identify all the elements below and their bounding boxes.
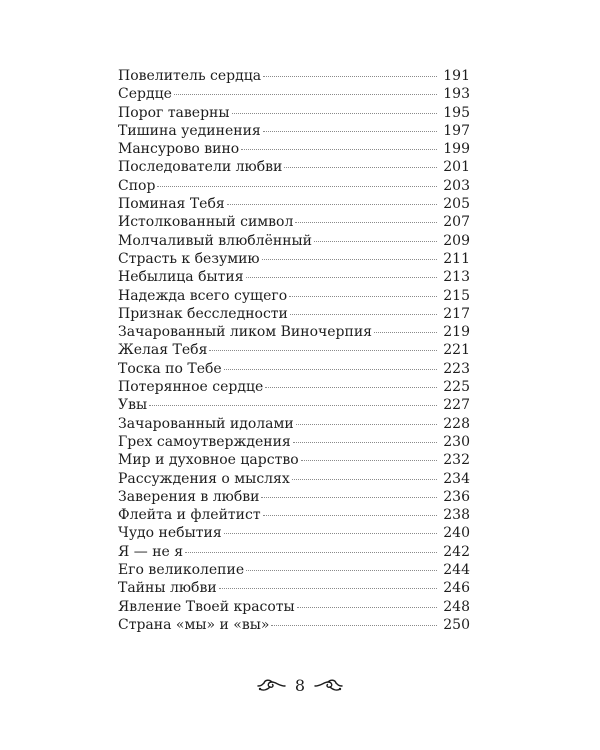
toc-entry-title: Заверения в любви: [118, 488, 260, 505]
toc-entry-title: Молчаливый влюблённый: [118, 232, 312, 249]
toc-entry[interactable]: [118, 341, 470, 359]
page-number: 8: [294, 676, 306, 695]
toc-entry-title: Зачарованный ликом Виночерпия: [118, 324, 372, 341]
toc-entry-page: 197: [443, 122, 470, 139]
toc-entry[interactable]: [118, 140, 470, 158]
toc-entry-page: 246: [443, 580, 470, 597]
toc-entry-page: 250: [443, 616, 470, 633]
toc-entry-page: 244: [443, 562, 470, 579]
toc-entry-title: Истолкованный символ: [118, 214, 294, 231]
leader-dots: [246, 277, 438, 278]
toc-entry-title: Порог таверны: [118, 104, 230, 121]
toc-entry-page: 230: [443, 433, 470, 450]
toc-entry[interactable]: [118, 305, 470, 323]
toc-entry[interactable]: [118, 195, 470, 213]
toc-entry-page: 227: [443, 397, 470, 414]
toc-entry-title: Страсть к безумию: [118, 250, 260, 267]
toc-entry[interactable]: [118, 213, 470, 231]
toc-entry-page: 236: [443, 488, 470, 505]
toc-entry-page: 201: [443, 159, 470, 176]
toc-entry-page: 191: [443, 68, 470, 84]
toc-entry-title: Страна «мы» и «вы»: [118, 616, 270, 633]
toc-entry[interactable]: [118, 158, 470, 176]
toc-entry[interactable]: [118, 451, 470, 469]
leader-dots: [224, 533, 438, 534]
toc-entry-title: Чудо небытия: [118, 525, 222, 542]
toc-entry-title: Его великолепие: [118, 562, 245, 579]
leader-dots: [261, 497, 437, 498]
leader-dots: [209, 350, 437, 351]
toc-entry-page: 242: [443, 543, 470, 560]
leader-dots: [262, 259, 438, 260]
toc-entry[interactable]: [118, 378, 470, 396]
toc-entry-page: 215: [443, 287, 470, 304]
toc-entry-title: Последователи любви: [118, 159, 283, 176]
leader-dots: [149, 405, 437, 406]
toc-entry-page: 238: [443, 507, 470, 524]
toc-entry-page: 228: [443, 415, 470, 432]
leader-dots: [290, 314, 437, 315]
toc-entry-page: 211: [443, 250, 470, 267]
toc-entry-title: Потерянное сердце: [118, 379, 264, 396]
toc-entry[interactable]: [118, 396, 470, 414]
leader-dots: [263, 131, 438, 132]
leader-dots: [293, 442, 438, 443]
toc-entry-title: Тоска по Тебе: [118, 360, 222, 377]
toc-entry-page: 203: [443, 177, 470, 194]
toc-entry-page: 223: [443, 360, 470, 377]
toc-entry[interactable]: [118, 85, 470, 103]
toc-entry[interactable]: [118, 360, 470, 378]
toc-entry-page: 209: [443, 232, 470, 249]
leader-dots: [232, 113, 438, 114]
toc-entry-page: 225: [443, 379, 470, 396]
leader-dots: [297, 607, 438, 608]
leader-dots: [241, 149, 437, 150]
toc-entry-title: Спор: [118, 177, 156, 194]
toc-entry[interactable]: [118, 433, 470, 451]
leader-dots: [224, 369, 438, 370]
leader-dots: [271, 625, 437, 626]
toc-entry[interactable]: [118, 67, 470, 85]
leader-dots: [292, 479, 437, 480]
leader-dots: [227, 204, 438, 205]
toc-entry[interactable]: [118, 415, 470, 433]
toc-entry[interactable]: [118, 268, 470, 286]
toc-entry-page: 213: [443, 269, 470, 286]
table-of-contents: [118, 67, 470, 634]
leader-dots: [263, 76, 437, 77]
page-footer: [0, 676, 600, 696]
toc-entry[interactable]: [118, 287, 470, 305]
toc-entry-title: Повелитель сердца: [118, 68, 262, 84]
toc-entry-title: Признак бесследности: [118, 305, 288, 322]
toc-entry[interactable]: [118, 579, 470, 597]
toc-entry-title: Флейта и флейтист: [118, 507, 261, 524]
toc-entry-page: 240: [443, 525, 470, 542]
toc-entry-page: 195: [443, 104, 470, 121]
leader-dots: [289, 296, 437, 297]
toc-entry-title: Поминая Тебя: [118, 196, 225, 213]
toc-entry-title: Увы: [118, 397, 148, 414]
toc-entry-title: Грех самоутверждения: [118, 433, 291, 450]
flourish-left-icon: [257, 678, 287, 694]
toc-entry-page: 234: [443, 470, 470, 487]
toc-entry-page: 207: [443, 214, 470, 231]
leader-dots: [263, 515, 438, 516]
toc-entry[interactable]: [118, 232, 470, 250]
toc-entry-title: Тишина уединения: [118, 122, 261, 139]
toc-entry-title: Я — не я: [118, 543, 184, 560]
leader-dots: [174, 94, 437, 95]
toc-entry[interactable]: [118, 543, 470, 561]
leader-dots: [296, 424, 438, 425]
leader-dots: [284, 167, 437, 168]
toc-entry-page: 205: [443, 196, 470, 213]
toc-entry-page: 193: [443, 86, 470, 103]
toc-entry-title: Явление Твоей красоты: [118, 598, 295, 615]
toc-entry[interactable]: [118, 524, 470, 542]
leader-dots: [295, 222, 437, 223]
toc-entry[interactable]: [118, 104, 470, 122]
leader-dots: [314, 241, 437, 242]
toc-entry[interactable]: [118, 250, 470, 268]
toc-entry[interactable]: [118, 323, 470, 341]
toc-entry-title: Сердце: [118, 86, 172, 103]
toc-entry[interactable]: [118, 506, 470, 524]
toc-entry[interactable]: [118, 488, 470, 506]
toc-entry[interactable]: [118, 470, 470, 488]
toc-entry[interactable]: [118, 177, 470, 195]
leader-dots: [301, 460, 438, 461]
toc-entry-title: Тайны любви: [118, 580, 217, 597]
toc-entry-title: Мансурово вино: [118, 141, 240, 158]
leader-dots: [246, 570, 437, 571]
leader-dots: [185, 552, 437, 553]
toc-entry-title: Зачарованный идолами: [118, 415, 294, 432]
toc-entry-title: Желая Тебя: [118, 342, 208, 359]
leader-dots: [374, 332, 437, 333]
toc-entry-title: Мир и духовное царство: [118, 452, 299, 469]
leader-dots: [219, 588, 438, 589]
toc-entry-title: Рассуждения о мыслях: [118, 470, 290, 487]
toc-entry-page: 199: [443, 141, 470, 158]
toc-entry-title: Небылица бытия: [118, 269, 244, 286]
toc-entry[interactable]: [118, 616, 470, 634]
toc-entry-title: Надежда всего сущего: [118, 287, 288, 304]
leader-dots: [157, 186, 437, 187]
toc-entry[interactable]: [118, 561, 470, 579]
toc-entry-page: 217: [443, 305, 470, 322]
toc-entry-page: 219: [443, 324, 470, 341]
toc-entry-page: 232: [443, 452, 470, 469]
toc-entry[interactable]: [118, 122, 470, 140]
toc-entry[interactable]: [118, 598, 470, 616]
toc-entry-page: 248: [443, 598, 470, 615]
flourish-right-icon: [313, 678, 343, 694]
leader-dots: [265, 387, 437, 388]
toc-entry-page: 221: [443, 342, 470, 359]
